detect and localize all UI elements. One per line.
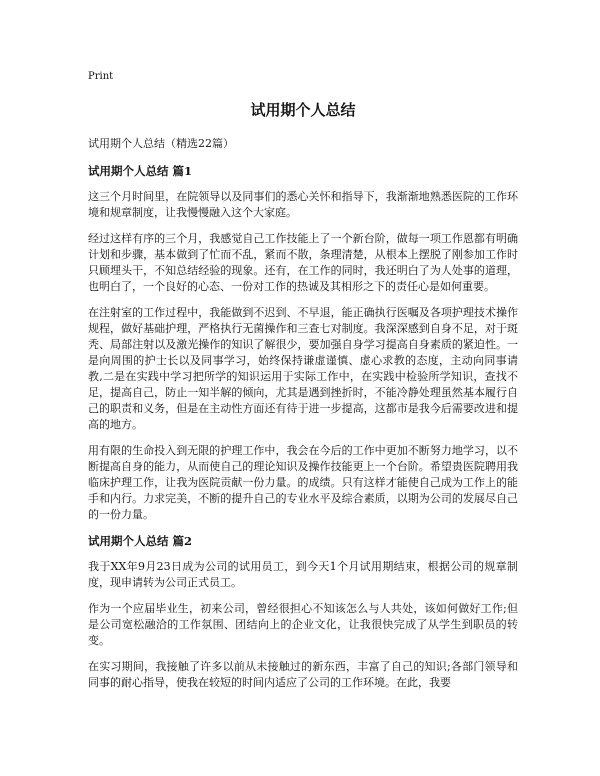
document-page: [88, 70, 518, 701]
paragraph: 我于XX年9月23日成为公司的试用员工，到今天1个月试用期结束，根据公司的规章制度，现申请转为公司正式员工。: [88, 560, 518, 589]
print-link[interactable]: Print: [88, 71, 114, 82]
section-heading: 试用期个人总结 篇1: [88, 164, 193, 178]
paragraph: 经过这样有序的三个月，我感觉自己工作技能上了一个新台阶，做每一项工作恩都有明确计划和步骤，基本做到了忙而不乱，紧而不散，条理清楚，从根本上摆脱了刚参加工作时只顾埋头干，不知总结经验的现象。还有，在工作的同时，我还明白了为人处事的道理，也明白了，一个良好的心态、一份对工作的热诚及其相形之下的责任心是如何重要。: [88, 232, 518, 293]
document-subtitle: 试用期个人总结（精选22篇）: [88, 137, 234, 150]
paragraph: 在实习期间，我接触了许多以前从未接触过的新东西，丰富了自己的知识;各部门领导和同事的耐心指导，使我在较短的时间内适应了公司的工作环境。在此，我要: [88, 660, 518, 689]
page-title: 试用期个人总结: [250, 101, 356, 119]
paragraph: 作为一个应届毕业生，初来公司，曾经很担心不知该怎么与人共处，该如何做好工作;但是公司宽松融洽的工作氛围、团结向上的企业文化，让我很快完成了从学生到职员的转变。: [88, 602, 518, 647]
paragraph: 这三个月时间里，在院领导以及同事们的悉心关怀和指导下，我渐渐地熟悉医院的工作环境和规章制度，让我慢慢融入这个大家庭。: [88, 190, 518, 219]
section-2: [88, 533, 518, 691]
paragraph: 用有限的生命投入到无限的护理工作中，我会在今后的工作中更加不断努力地学习，以不断提高自身的能力，从而使自己的理论知识及操作技能更上一个台阶。希望贵医院聘用我临床护理工作，让我为医院贡献一份力量。的成绩。只有这样才能使自己成为工作上的能手和内行。力求完美，不断的提升自己的专业水平及综合素质，以期为公司的发展尽自己的一份力量。: [88, 444, 518, 521]
section-1: [88, 163, 518, 523]
section-heading: 试用期个人总结 篇2: [88, 534, 193, 548]
paragraph: 在注射室的工作过程中，我能做到不迟到、不早退，能正确执行医嘱及各项护理技术操作规程，做好基础护理，严格执行无菌操作和三查七对制度。我深深感到自身不足，对于斑秃、局部注射以及激光操作的知识了解很少，要加强自身学习提高自身素质的紧迫性。一是向周围的护士长以及同事学习，始终保持谦虚谨慎、虚心求教的态度，主动向同事请教,二是在实践中学习把所学的知识运用于实际工作中，在实践中检验所学知识，查找不足，提高自己，防止一知半解的倾向，尤其是遇到挫折时，不能冷静处理虽然基本履行自己的职责和义务，但是在主动性方面还有待于进一步提高，这都市是我今后需要改进和提高的地方。: [88, 306, 518, 431]
